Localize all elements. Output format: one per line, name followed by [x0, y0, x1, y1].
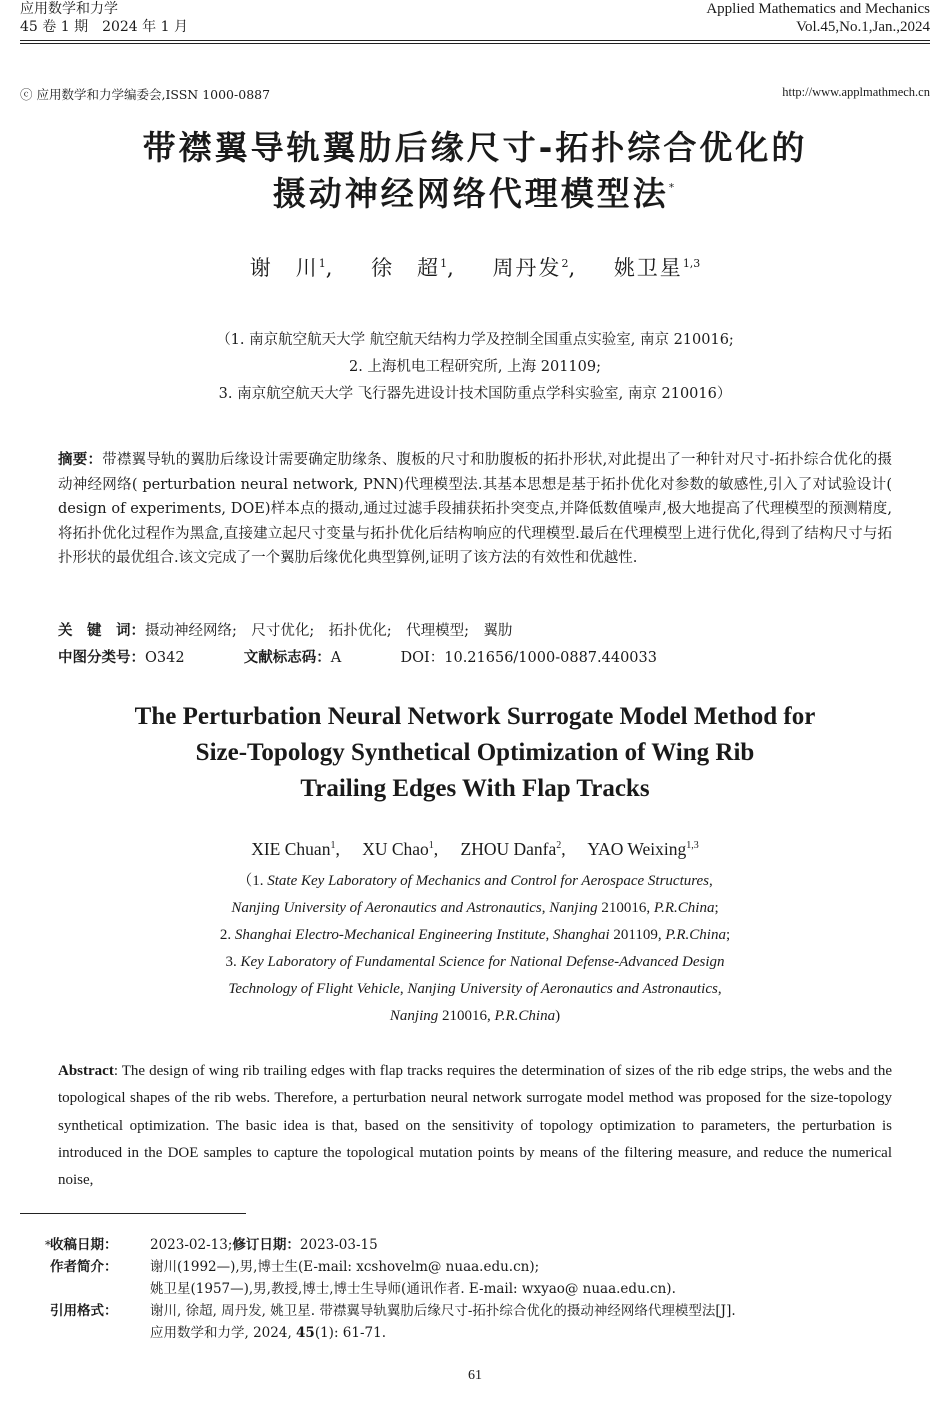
footnotes [20, 1234, 930, 1344]
clc-value: O342 [145, 650, 185, 666]
citation-line2 [150, 1322, 930, 1344]
header-rule-bottom [20, 43, 930, 44]
citation-volume: 45 [296, 1325, 315, 1341]
received-value: 2023-02-13; [150, 1237, 233, 1253]
author-intro-line1: 谢川(1992—),男,博士生(E-mail: xcshovelm@ nuaa.edu.cn); [150, 1259, 540, 1275]
title-en-line3: Trailing Edges With Flap Tracks [300, 775, 650, 802]
revised-value: 2023-03-15 [299, 1237, 378, 1253]
affiliation-en-line6 [0, 1003, 950, 1030]
abstract-en-label: Abstract [58, 1063, 114, 1079]
revised-label: 修订日期： [232, 1237, 300, 1253]
abstract-cn-label: 摘要： [58, 452, 103, 468]
author-cn-4-aff: 1,3 [682, 257, 701, 270]
running-header-right [706, 0, 930, 36]
keywords-cn [58, 619, 513, 640]
abstract-en-colon: : [113, 1063, 118, 1079]
aff-en-l2-country: P.R.China [653, 900, 715, 916]
author-cn-1: 谢 川 [249, 256, 319, 280]
abstract-cn-text: 带襟翼导轨的翼肋后缘设计需要确定肋缘条、腹板的尺寸和肋腹板的拓扑形状,对此提出了一种针对尺寸-拓扑综合优化的摄动神经网络( perturbation neural network, PNN)代理模型法.其基本思想是基于拓扑优化对参数的敏感性,引入了对试验设计( design of experiments, DOE)样本点的摄动,通过过滤手段捕获拓扑突变点,并降低数值噪声,极大地提高了代理模型的预测精度,将拓扑优化过程作为黑盒,直接建立起尺寸变量与拓扑优化后结构响应的代理模型.最后在代理模型上进行优化,得到了结构尺寸与拓扑形状的最优组合.该文完成了一个翼肋后缘优化典型算例,证明了该方法的有效性和优越性. [58, 452, 893, 566]
author-en-3: ZHOU Danfa [460, 839, 557, 859]
author-en-2-aff: 1 [428, 840, 434, 852]
aff-en-l3-sep: , [545, 927, 553, 943]
citation-body [150, 1300, 930, 1344]
copyright-line: ⓒ 应用数学和力学编委会,ISSN 1000-0887 [20, 87, 271, 102]
affiliation-en-line5 [0, 976, 950, 1003]
citation-line2-pre: 应用数学和力学, 2024, [150, 1325, 297, 1341]
aff-en-l3-inst: Shanghai Electro-Mechanical Engineering Institute [234, 927, 546, 943]
title-en [0, 699, 950, 807]
aff-en-l1-lab: State Key Laboratory of Mechanics and Control for Aerospace Structures [267, 873, 710, 889]
title-cn-line2-text: 摄动神经网络代理模型法 [272, 174, 669, 213]
aff-en-l2-univ: Nanjing University of Aeronautics and Astronautics [231, 900, 542, 916]
clc-label: 中图分类号： [58, 650, 145, 666]
aff-en-l5-univ: Nanjing University of Aeronautics and Astronautics [407, 981, 718, 997]
affiliation-cn-1: （1. 南京航空航天大学 航空航天结构力学及控制全国重点实验室, 南京 210016; [216, 332, 734, 348]
received-label: 收稿日期： [50, 1237, 118, 1253]
author-en-4: YAO Weixing [587, 839, 687, 859]
aff-en-l3-city: Shanghai [553, 927, 610, 943]
abstract-en [58, 1058, 892, 1194]
author-en-4-aff: 1,3 [686, 840, 699, 852]
keywords-text: 摄动神经网络; 尺寸优化; 拓扑优化; 代理模型; 翼肋 [145, 623, 513, 639]
author-cn-3: 周丹发 [492, 256, 562, 280]
author-cn-3-aff: 2 [561, 257, 569, 270]
title-en-line1: The Perturbation Neural Network Surrogate Model Method for [134, 703, 816, 730]
aff-en-l6-post: ) [555, 1008, 561, 1024]
citation-line1: 谢川, 徐超, 周丹发, 姚卫星. 带襟翼导轨翼肋后缘尺寸-拓扑综合优化的摄动神经网络代理模型法[J]. [150, 1303, 736, 1319]
aff-en-l2-zip: 210016, [597, 900, 654, 916]
footnote-rule [20, 1213, 246, 1214]
dates-body [150, 1234, 930, 1256]
journal-url[interactable]: http://www.applmathmech.cn [782, 85, 930, 99]
author-intro-line2: 姚卫星(1957—),男,教授,博士,博士生导师(通讯作者. E-mail: wxyao@ nuaa.edu.cn). [150, 1281, 676, 1297]
doi[interactable]: DOI：10.21656/1000-0887.440033 [400, 650, 657, 666]
footnote-author [20, 1256, 930, 1300]
footnote-citation [20, 1300, 930, 1344]
affiliation-en-line3 [0, 922, 950, 949]
author-cn-1-aff: 1 [318, 257, 326, 270]
affiliation-en-line2 [0, 895, 950, 922]
aff-en-l5-sep: , [399, 981, 408, 997]
aff-en-l2-city: Nanjing [549, 900, 598, 916]
aff-en-l6-city: Nanjing [389, 1008, 439, 1024]
author-en-3-aff: 2 [556, 840, 562, 852]
aff-en-l3-zip: 201109, [609, 927, 666, 943]
issue-en: Vol.45,No.1,Jan.,2024 [796, 19, 930, 35]
title-en-line2: Size-Topology Synthetical Optimization of Wing Rib [195, 739, 755, 766]
aff-en-l6-zip: 210016, [438, 1008, 495, 1024]
journal-name-cn: 应用数学和力学 [20, 1, 118, 17]
aff-en-l3-post: ; [725, 927, 731, 943]
aff-en-l5-lab: Technology of Flight Vehicle [228, 981, 400, 997]
author-en-1-aff: 1 [330, 840, 336, 852]
author-intro-body [150, 1256, 930, 1300]
aff-en-l4-pre: 3. [225, 954, 241, 970]
aff-en-l1-post: , [709, 873, 713, 889]
authors-cn: 谢 川$^1$, 徐 超$^1$, 周丹发$^2$, 姚卫星$^{1,3}$ [249, 256, 701, 280]
author-cn-4: 姚卫星 [613, 256, 683, 280]
doc-code-value: A [330, 650, 342, 666]
header-rule-top [20, 40, 930, 41]
aff-en-l6-country: P.R.China [494, 1008, 556, 1024]
doc-code-label: 文献标志码： [243, 650, 331, 666]
aff-en-l4-lab: Key Laboratory of Fundamental Science for National Defense-Advanced Design [240, 954, 725, 970]
aff-en-l3-country: P.R.China [665, 927, 726, 943]
affiliations-en [0, 868, 950, 1030]
running-header-left [20, 0, 188, 36]
aff-en-l3-pre: 2. [219, 927, 235, 943]
author-en-2: XU Chao [362, 839, 429, 859]
journal-name-en: Applied Mathematics and Mechanics [706, 1, 930, 17]
footnote-star: * [45, 1238, 51, 1252]
affiliation-en-line4 [0, 949, 950, 976]
title-cn-line2 [0, 168, 950, 220]
aff-en-l2-sep: , [541, 900, 550, 916]
aff-en-l2-post: ; [714, 900, 719, 916]
authors-en: XIE Chuan$^1$, XU Chao$^1$, ZHOU Danfa$^2$, YAO Weixing$^{1,3}$ [251, 839, 699, 859]
aff-en-l1-pre: （1. [237, 873, 268, 889]
title-footnote-star: * [668, 181, 678, 194]
author-cn-2: 徐 超 [371, 256, 441, 280]
keywords-label: 关 键 词： [58, 623, 145, 639]
classification-line [58, 646, 657, 667]
affiliation-cn-3: 3. 南京航空航天大学 飞行器先进设计技术国防重点学科实验室, 南京 210016） [218, 386, 732, 402]
page-number: 61 [468, 1368, 482, 1383]
citation-line2-post: (1): 61-71. [314, 1325, 386, 1341]
author-en-1: XIE Chuan [251, 839, 331, 859]
aff-en-l5-post: , [717, 981, 722, 997]
issue-cn: 45 卷 1 期 2024 年 1 月 [20, 19, 188, 35]
author-cn-2-aff: 1 [440, 257, 448, 270]
citation-label: 引用格式： [50, 1303, 118, 1319]
affiliation-cn-2: 2. 上海机电工程研究所, 上海 201109; [348, 359, 601, 375]
affiliation-en-line1 [0, 868, 950, 895]
title-cn-line1: 带襟翼导轨翼肋后缘尺寸-拓扑综合优化的 [142, 128, 808, 167]
author-intro-label: 作者简介： [50, 1259, 118, 1275]
abstract-en-text: The design of wing rib trailing edges with flap tracks requires the determination of sizes of the rib edge strips, the webs and the topological shapes of the rib webs. Therefore, a perturbation neural network surrogate model method was proposed for the size-topology synthetical optimization. The basic idea is that, based on the sensitivity of topology optimization to parameters, the perturbation is introduced in the DOE samples to capture the topological mutation points by means of the filtering measure, and reduce the numerical noise, [58, 1063, 892, 1189]
abstract-cn [58, 448, 892, 571]
footnote-dates [20, 1234, 930, 1256]
